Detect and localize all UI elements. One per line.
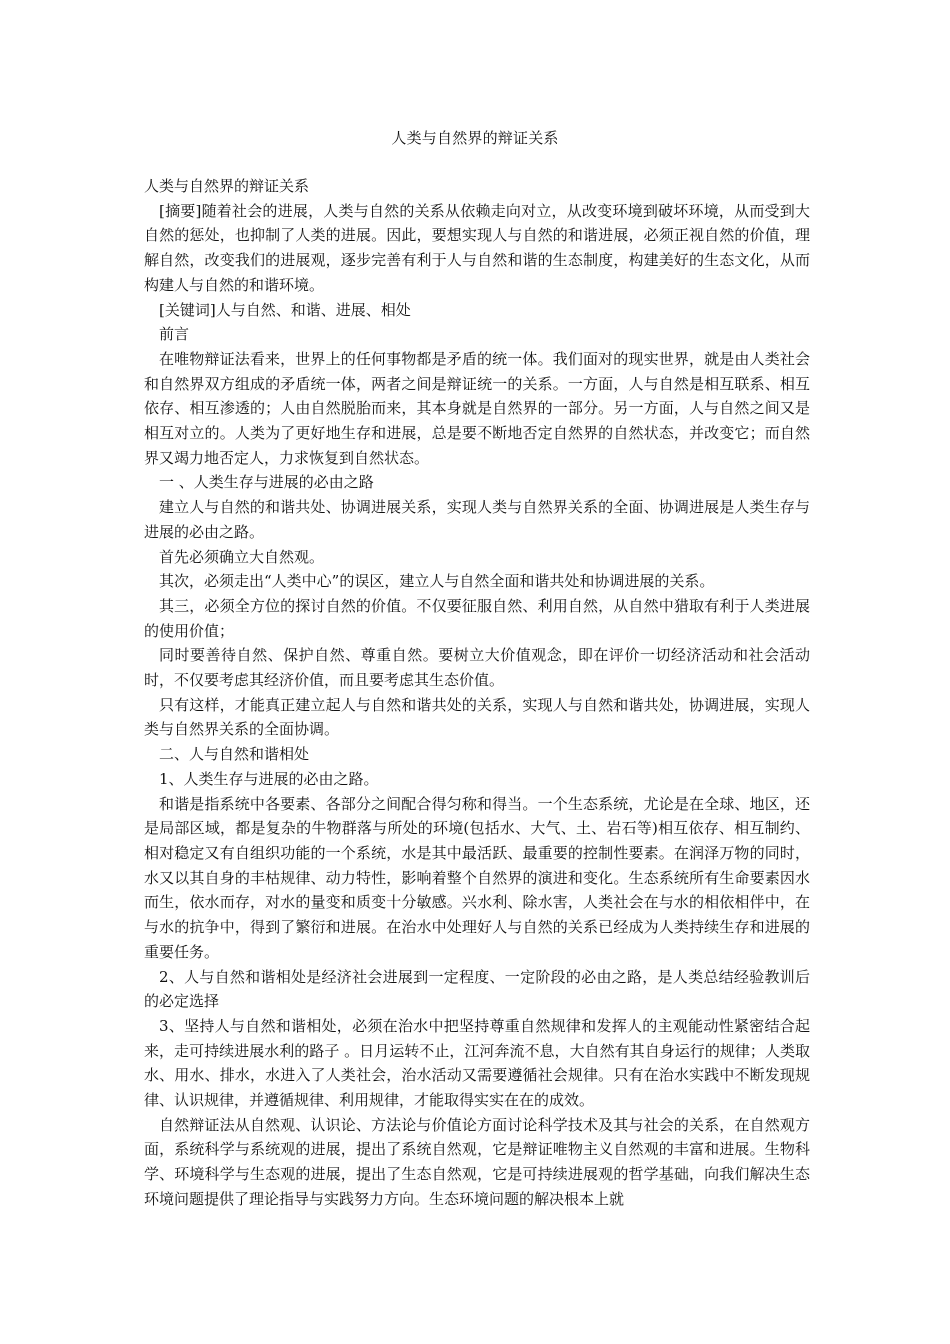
body-paragraph: 2、人与自然和谐相处是经济社会进展到一定程度、一定阶段的必由之路，是人类总结经验教训后的必定选择 — [144, 967, 810, 1011]
section-heading: 一 、人类生存与进展的必由之路 — [159, 473, 374, 492]
body-paragraph: 建立人与自然的和谐共处、协调进展关系，实现人类与自然界关系的全面、协调进展是人类生存与进展的必由之路。 — [144, 498, 810, 541]
body-paragraph: 在唯物辩证法看来，世界上的任何事物都是矛盾的统一体。我们面对的现实世界，就是由人类社会和自然界双方组成的矛盾统一体，两者之间是辩证统一的关系。一方面，人与自然是相互联系、相互依存、相互渗透的；人由自然脱胎而来，其本身就是自然界的一部分。另一方面，人与自然之间又是相互对立的。人类为了更好地生存和进展，总是要不断地否定自然界的自然状态，并改变它；而自然界又竭力地否定人，力求恢复到自然状态。 — [144, 349, 810, 467]
keywords-paragraph: [关键词]人与自然、和谐、进展、相处 — [159, 300, 411, 319]
page-title: 人类与自然界的辩证关系 — [391, 129, 559, 147]
body-paragraph: 和谐是指系统中各要素、各部分之间配合得匀称和得当。一个生态系统，尤论是在全球、地区，还是局部区域，都是复杂的牛物群落与所处的环境(包括水、大气、土、岩石等)相互依存、相互制约、相对稳定又有自组织功能的一个系统，水是其中最活跃、最重要的控制性要素。在润泽万物的同时，水又以其自身的丰枯规律、动力特性，影响着整个自然界的演进和变化。生态系统所有生命要素因水而生，依水而存，对水的量变和质变十分敏感。兴水利、除水害，人类社会在与水的相依相伴中，在与水的抗争中，得到了繁衍和进展。在治水中处理好人与自然的关系已经成为人类持续生存和进展的重要任务。 — [144, 794, 810, 961]
body-paragraph: 其次，必须走出“人类中心”的误区，建立人与自然全面和谐共处和协调进展的关系。 — [159, 572, 715, 591]
document-heading: 人类与自然界的辩证关系 — [144, 177, 310, 195]
subsection-heading: 1、人类生存与进展的必由之路。 — [159, 769, 379, 788]
document-body — [144, 174, 810, 1212]
preface-heading: 前言 — [159, 325, 190, 344]
body-paragraph: 同时要善待自然、保护自然、尊重自然。要树立大价值观念，即在评价一切经济活动和社会活动时，不仅要考虑其经济价值，而且要考虑其生态价值。 — [144, 646, 810, 690]
body-paragraph: 3、坚持人与自然和谐相处，必须在治水中把坚持尊重自然规律和发挥人的主观能动性紧密结合起来，走可持续进展水利的路子 。日月运转不止，江河奔流不息，大自然有其自身运行的规律；人类取水、用水、排水，水进入了人类社会，治水活动又需要遵循社会规律。只有在治水实践中不断发现规律、认识规律，并遵循规律、利用规律，才能取得实实在在的成效。 — [144, 1016, 810, 1110]
body-paragraph: 只有这样，才能真正建立起人与自然和谐共处的关系，实现人与自然和谐共处，协调进展，实现人类与自然界关系的全面协调。 — [144, 695, 810, 739]
body-paragraph: 首先必须确立大自然观。 — [159, 547, 325, 566]
body-paragraph: 自然辩证法从自然观、认识论、方法论与价值论方面讨论科学技术及其与社会的关系，在自然观方面，系统科学与系统观的进展，提出了系统自然观，它是辩证唯物主义自然观的丰富和进展。生物科学、环境科学与生态观的进展，提出了生态自然观，它是可持续进展观的哲学基础，向我们解决生态环境问题提供了理论指导与实践努力方向。生态环境问题的解决根本上就 — [144, 1115, 810, 1208]
body-paragraph: 其三，必须全方位的探讨自然的价值。不仅要征服自然、利用自然，从自然中猎取有利于人类进展的使用价值； — [144, 596, 810, 640]
section-heading: 二、人与自然和谐相处 — [159, 745, 310, 764]
abstract-paragraph: [摘要]随着社会的进展，人类与自然的关系从依赖走向对立，从改变环境到破坏环境，从而受到大自然的惩处，也抑制了人类的进展。因此，要想实现人与自然的和谐进展，必须正视自然的价值，理解自然，改变我们的进展观，逐步完善有利于人与自然和谐的生态制度，构建美好的生态文化，从而构建人与自然的和谐环境。 — [144, 201, 810, 294]
